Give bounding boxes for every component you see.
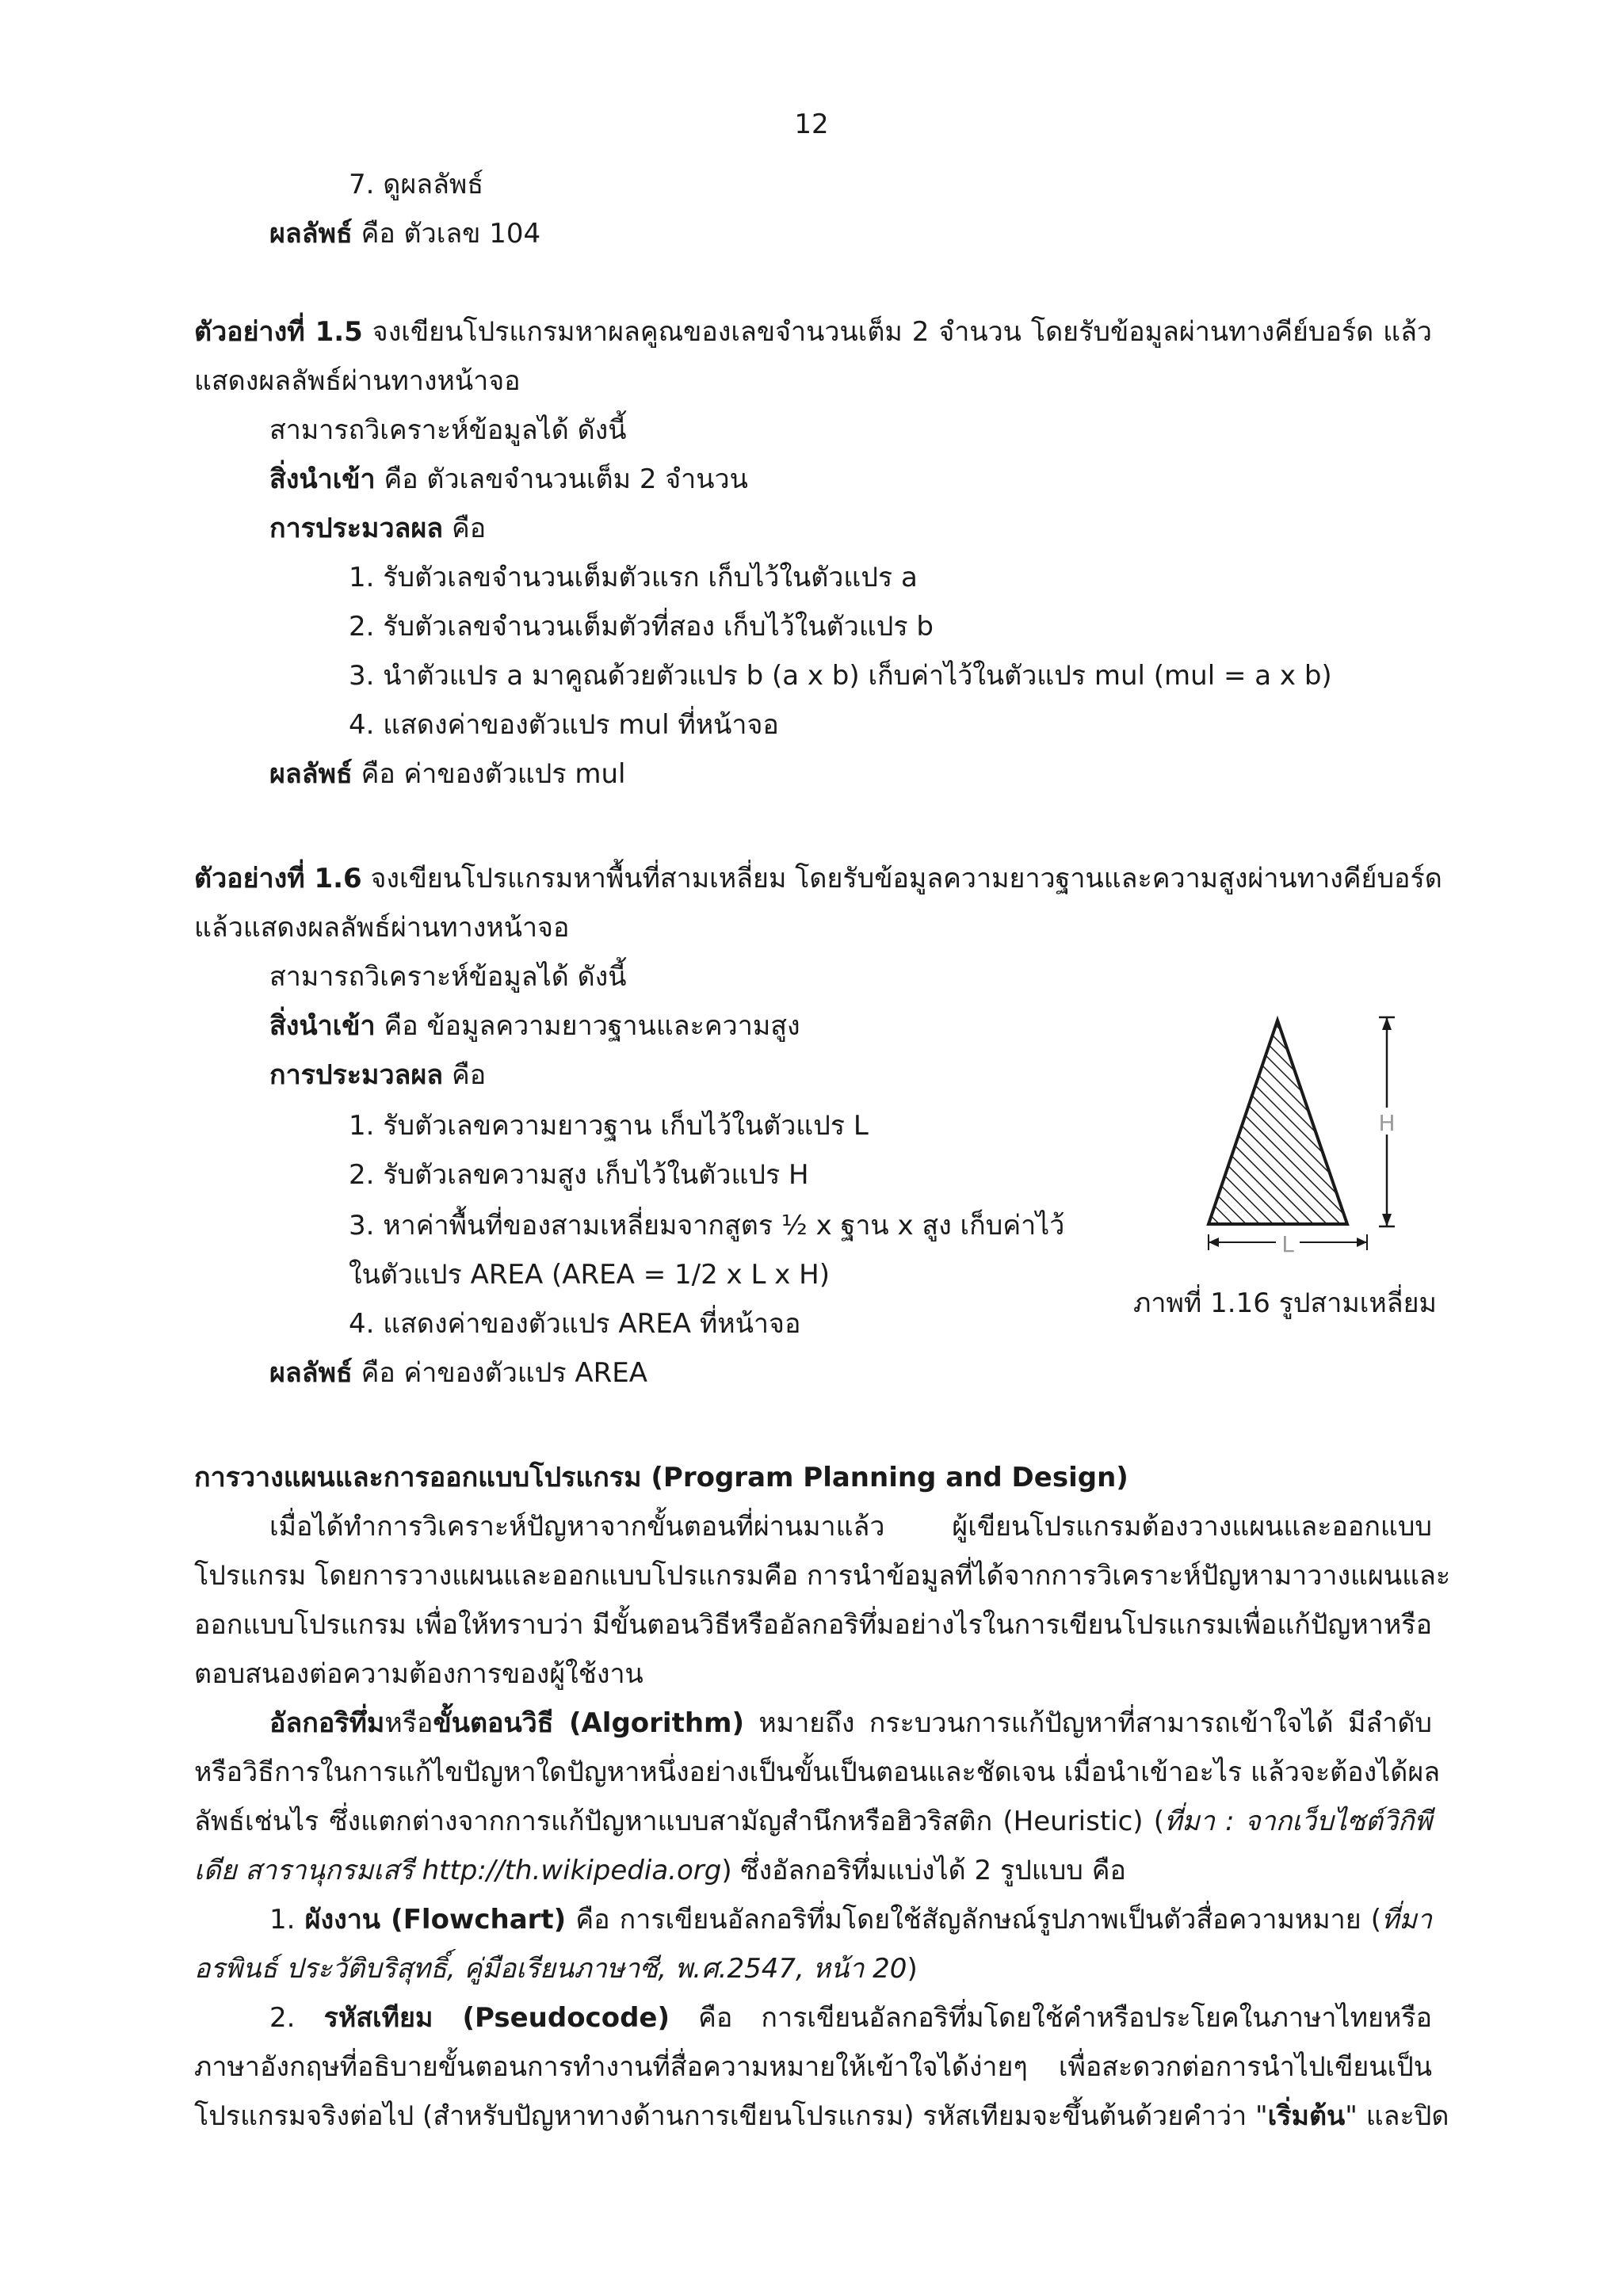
example-1-6-step-continued: ในตัวแปร AREA (AREA = 1/2 x L x H) [349,1259,830,1291]
example-1-6-result [269,1348,647,1398]
list-item-text: โปรแกรมจริงต่อไป (สำหรับปัญหาทางด้านการเขียนโปรแกรม) รหัสเทียมจะขึ้นต้นด้วยคำว่า " [194,2100,1268,2132]
base-label: L [1281,1231,1294,1257]
example-1-5-result [269,749,626,799]
term-flowchart: ผังงาน (Flowchart) [304,1904,567,1936]
process-text: คือ [443,1059,487,1091]
example-1-6-step: 3. หาค่าพื้นที่ของสามเหลี่ยมจากสูตร ½ x ฐาน x สูง เก็บค่าไว้ [349,1210,1065,1241]
process-label: การประมวลผล [269,513,444,544]
source-citation: ที่มา : จากเว็บไซต์วิกิพี [1164,1806,1432,1837]
example-1-5-step: 4. แสดงค่าของตัวแปร mul ที่หน้าจอ [349,709,779,741]
paragraph-1-line-3: ออกแบบโปรแกรม เพื่อให้ทราบว่า มีขั้นตอนวิธีหรืออัลกอริทึ่มอย่างไรในการเขียนโปรแกรมเพื่อแก้ปัญหาหรือ [194,1609,1432,1641]
example-1-5-process [269,504,486,553]
section-heading [194,1453,1128,1502]
source-citation: อรพินธ์ ประวัติบริสุทธิ์, คู่มือเรียนภาษาซี, พ.ศ.2547, หน้า 20 [194,1953,907,1985]
result-text: คือ ค่าของตัวแปร AREA [352,1357,648,1389]
paragraph-2-line-3 [194,1797,1432,1846]
triangle-figure [1189,1006,1403,1268]
triangle-diagram [1189,1006,1403,1268]
source-citation: ที่มา [1381,1904,1432,1936]
height-label: H [1378,1110,1396,1136]
result-label: ผลลัพธ์ [269,1357,353,1389]
keyword-begin: เริ่มต้น [1267,2100,1346,2132]
paragraph-2-text: หมายถึง กระบวนการแก้ปัญหาที่สามารถเข้าใจได้ มีลำดับ [744,1707,1432,1739]
continued-step-7: 7. ดูผลลัพธ์ [349,169,484,200]
list-item-2-line-1 [269,1993,1432,2042]
term-algorithm: อัลกอริทึ่ม [269,1707,385,1739]
example-1-6-text: จงเขียนโปรแกรมหาพื้นที่สามเหลี่ยม โดยรับข้อมูลความยาวฐานและความสูงผ่านทางคีย์บอร์ด [361,863,1442,894]
example-1-5-input [269,455,748,504]
example-1-5-line-2: แสดงผลลัพธ์ผ่านทางหน้าจอ [194,365,521,397]
input-label: สิ่งนำเข้า [269,463,376,495]
list-item-text: ) [907,1953,918,1985]
term-step-method: ขั้นตอนวิธี (Algorithm) [433,1707,744,1739]
result-text: คือ ค่าของตัวแปร mul [352,758,626,790]
list-item-number: 1. [269,1904,305,1936]
triangle-shape [1209,1020,1347,1224]
example-1-6-input [269,1001,800,1051]
example-1-6-step: 4. แสดงค่าของตัวแปร AREA ที่หน้าจอ [349,1308,801,1340]
example-1-6-analysis: สามารถวิเคราะห์ข้อมูลได้ ดังนี้ [269,961,627,993]
section-heading-text: การวางแผนและการออกแบบโปรแกรม (Program Planning and Design) [194,1462,1128,1493]
process-text: คือ [443,513,487,544]
result-label: ผลลัพธ์ [269,218,353,250]
list-item-2-line-3 [194,2092,1449,2141]
example-1-5-step: 3. นำตัวแปร a มาคูณด้วยตัวแปร b (a x b) เก็บค่าไว้ในตัวแปร mul (mul = a x b) [349,660,1332,692]
paragraph-1-line-4: ตอบสนองต่อความต้องการของผู้ใช้งาน [194,1658,643,1690]
term-pseudocode: รหัสเทียม (Pseudocode) [323,2002,670,2034]
example-1-6-line-1 [194,854,1442,903]
result-text: คือ ตัวเลข 104 [352,218,541,250]
example-1-5-label: ตัวอย่างที่ 1.5 [194,316,363,348]
paragraph-1-line-1: เมื่อได้ทำการวิเคราะห์ปัญหาจากขั้นตอนที่ผ่านมาแล้ว ผู้เขียนโปรแกรมต้องวางแผนและออกแบบ [269,1511,1432,1543]
list-item-text: คือ การเขียนอัลกอริทึ่มโดยใช้คำหรือประโยคในภาษาไทยหรือ [670,2002,1433,2034]
continued-result [269,209,540,258]
input-text: คือ ข้อมูลความยาวฐานและความสูง [375,1010,800,1042]
paragraph-2-text: ) ซึ่งอัลกอริทึ่มแบ่งได้ 2 รูปแบบ คือ [721,1855,1126,1886]
paragraph-2-line-4 [194,1846,1126,1895]
example-1-5-step: 2. รับตัวเลขจำนวนเต็มตัวที่สอง เก็บไว้ในตัวแปร b [349,611,934,643]
example-1-5-step: 1. รับตัวเลขจำนวนเต็มตัวแรก เก็บไว้ในตัวแปร a [349,562,918,593]
example-1-5-line-1 [194,307,1432,357]
list-item-1-line-1 [269,1895,1432,1944]
result-label: ผลลัพธ์ [269,758,353,790]
paragraph-2-line-1 [269,1699,1432,1748]
page-number: 12 [794,109,829,140]
paragraph-1-line-2: โปรแกรม โดยการวางแผนและออกแบบโปรแกรมคือ การนำข้อมูลที่ได้จากการวิเคราะห์ปัญหามาวางแผนและ [194,1560,1451,1592]
example-1-6-step: 2. รับตัวเลขความสูง เก็บไว้ในตัวแปร H [349,1159,809,1191]
example-1-6-line-2: แล้วแสดงผลลัพธ์ผ่านทางหน้าจอ [194,912,570,944]
input-text: คือ ตัวเลขจำนวนเต็ม 2 จำนวน [375,463,748,495]
list-item-number: 2. [269,2002,324,2034]
list-item-text: คือ การเขียนอัลกอริทึ่มโดยใช้สัญลักษณ์รูปภาพเป็นตัวสื่อความหมาย ( [566,1904,1382,1936]
example-1-5-text: จงเขียนโปรแกรมหาผลคูณของเลขจำนวนเต็ม 2 จำนวน โดยรับข้อมูลผ่านทางคีย์บอร์ด แล้ว [362,316,1433,348]
example-1-6-process [269,1051,486,1100]
input-label: สิ่งนำเข้า [269,1010,376,1042]
example-1-5-analysis: สามารถวิเคราะห์ข้อมูลได้ ดังนี้ [269,414,627,446]
figure-caption: ภาพที่ 1.16 รูปสามเหลี่ยม [1133,1287,1437,1319]
paragraph-2-line-2: หรือวิธีการในการแก้ไขปัญหาใดปัญหาหนึ่งอย่างเป็นขั้นเป็นตอนและชัดเจน เมื่อนำเข้าอะไร แล้วจะต้องได้ผล [194,1756,1441,1788]
source-citation: เดีย สารานุกรมเสรี http://th.wikipedia.org [194,1855,722,1886]
example-1-6-label: ตัวอย่างที่ 1.6 [194,863,362,894]
list-item-1-line-2 [194,1944,918,1993]
list-item-2-line-2: ภาษาอังกฤษที่อธิบายขั้นตอนการทำงานที่สื่อความหมายให้เข้าใจได้ง่ายๆ เพื่อสะดวกต่อการนำไปเขียนเป็น [194,2051,1432,2083]
example-1-6-step: 1. รับตัวเลขความยาวฐาน เก็บไว้ในตัวแปร L [349,1110,869,1142]
paragraph-2-text: หรือ [384,1707,433,1739]
process-label: การประมวลผล [269,1059,444,1091]
paragraph-2-text: ลัพธ์เช่นไร ซึ่งแตกต่างจากการแก้ปัญหาแบบสามัญสำนึกหรือฮิวริสติก (Heuristic) ( [194,1806,1165,1837]
list-item-text: " และปิด [1345,2100,1449,2132]
